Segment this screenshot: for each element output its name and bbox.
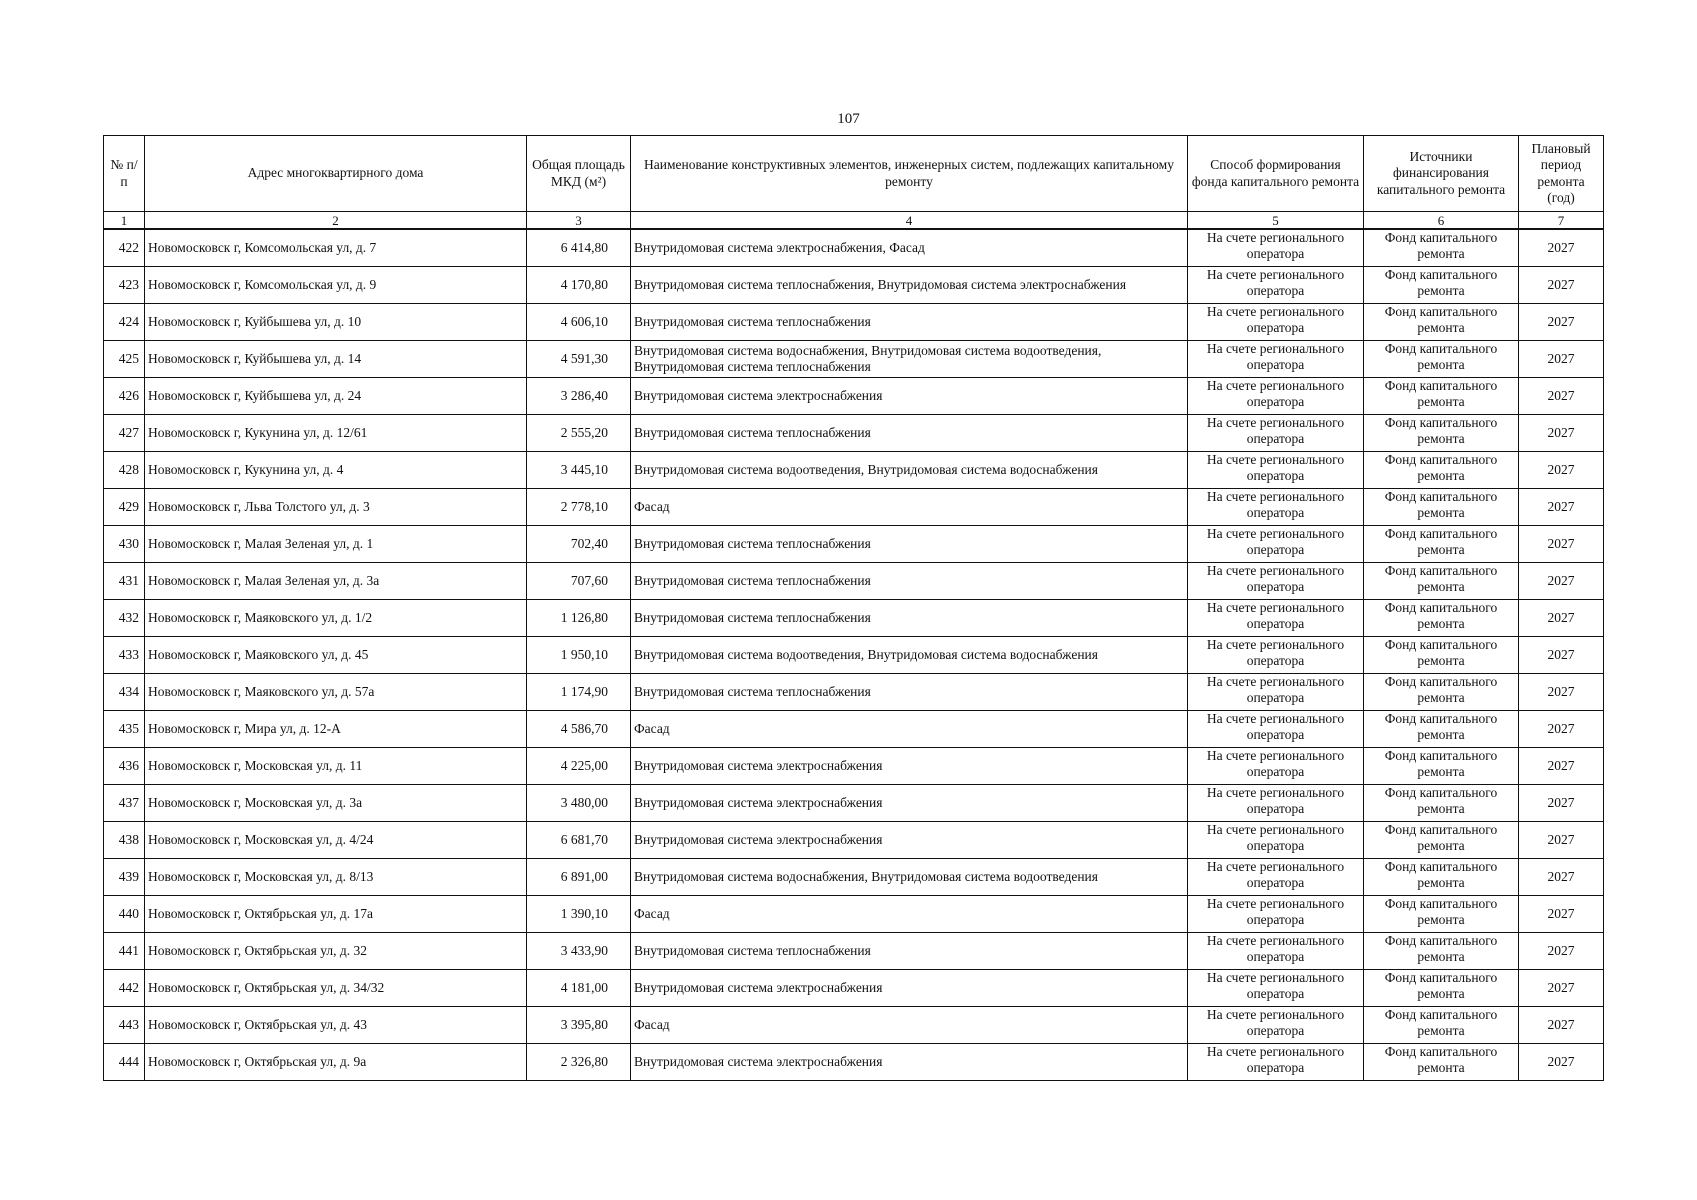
- planned-year: 2027: [1519, 711, 1604, 748]
- row-number: 437: [104, 785, 145, 822]
- planned-year: 2027: [1519, 674, 1604, 711]
- total-area: 702,40: [527, 526, 631, 563]
- table-row: [104, 896, 1604, 933]
- funding-source: Фонд капитального ремонта: [1364, 229, 1519, 267]
- funding-source: Фонд капитального ремонта: [1364, 378, 1519, 415]
- repair-register-table: [103, 135, 1604, 1081]
- table-body: [104, 229, 1604, 1081]
- house-address: Новомосковск г, Льва Толстого ул, д. 3: [145, 489, 527, 526]
- repair-elements: Внутридомовая система теплоснабжения: [631, 415, 1188, 452]
- table-row: [104, 563, 1604, 600]
- header-elements: Наименование конструктивных элементов, инженерных систем, подлежащих капитальному ремонту: [631, 136, 1188, 212]
- row-number: 434: [104, 674, 145, 711]
- house-address: Новомосковск г, Московская ул, д. 8/13: [145, 859, 527, 896]
- house-address: Новомосковск г, Октябрьская ул, д. 17а: [145, 896, 527, 933]
- funding-source: Фонд капитального ремонта: [1364, 822, 1519, 859]
- planned-year: 2027: [1519, 637, 1604, 674]
- total-area: 6 414,80: [527, 229, 631, 267]
- fund-formation-method: На счете регионального оператора: [1188, 785, 1364, 822]
- total-area: 1 390,10: [527, 896, 631, 933]
- total-area: 4 225,00: [527, 748, 631, 785]
- planned-year: 2027: [1519, 563, 1604, 600]
- repair-elements: Внутридомовая система водоснабжения, Внутридомовая система водоотведения: [631, 859, 1188, 896]
- repair-elements: Внутридомовая система электроснабжения: [631, 822, 1188, 859]
- fund-formation-method: На счете регионального оператора: [1188, 933, 1364, 970]
- table-row: [104, 600, 1604, 637]
- planned-year: 2027: [1519, 378, 1604, 415]
- funding-source: Фонд капитального ремонта: [1364, 563, 1519, 600]
- column-number: 4: [631, 212, 1188, 230]
- table-row: [104, 526, 1604, 563]
- house-address: Новомосковск г, Малая Зеленая ул, д. 1: [145, 526, 527, 563]
- header-num: № п/п: [104, 136, 145, 212]
- row-number: 423: [104, 267, 145, 304]
- table-row: [104, 1044, 1604, 1081]
- funding-source: Фонд капитального ремонта: [1364, 267, 1519, 304]
- row-number: 436: [104, 748, 145, 785]
- house-address: Новомосковск г, Октябрьская ул, д. 34/32: [145, 970, 527, 1007]
- column-number-row: [104, 212, 1604, 230]
- funding-source: Фонд капитального ремонта: [1364, 637, 1519, 674]
- row-number: 443: [104, 1007, 145, 1044]
- table-row: [104, 267, 1604, 304]
- fund-formation-method: На счете регионального оператора: [1188, 563, 1364, 600]
- repair-elements: Фасад: [631, 1007, 1188, 1044]
- house-address: Новомосковск г, Мира ул, д. 12-А: [145, 711, 527, 748]
- row-number: 424: [104, 304, 145, 341]
- row-number: 431: [104, 563, 145, 600]
- planned-year: 2027: [1519, 304, 1604, 341]
- house-address: Новомосковск г, Маяковского ул, д. 45: [145, 637, 527, 674]
- fund-formation-method: На счете регионального оператора: [1188, 229, 1364, 267]
- total-area: 3 286,40: [527, 378, 631, 415]
- fund-formation-method: На счете регионального оператора: [1188, 637, 1364, 674]
- planned-year: 2027: [1519, 341, 1604, 378]
- repair-elements: Внутридомовая система теплоснабжения: [631, 526, 1188, 563]
- total-area: 4 181,00: [527, 970, 631, 1007]
- funding-source: Фонд капитального ремонта: [1364, 304, 1519, 341]
- row-number: 432: [104, 600, 145, 637]
- total-area: 4 606,10: [527, 304, 631, 341]
- planned-year: 2027: [1519, 452, 1604, 489]
- table-row: [104, 933, 1604, 970]
- repair-elements: Внутридомовая система теплоснабжения: [631, 600, 1188, 637]
- house-address: Новомосковск г, Куйбышева ул, д. 10: [145, 304, 527, 341]
- fund-formation-method: На счете регионального оператора: [1188, 378, 1364, 415]
- total-area: 3 445,10: [527, 452, 631, 489]
- planned-year: 2027: [1519, 600, 1604, 637]
- repair-elements: Фасад: [631, 896, 1188, 933]
- total-area: 2 778,10: [527, 489, 631, 526]
- repair-elements: Внутридомовая система водоотведения, Внутридомовая система водоснабжения: [631, 637, 1188, 674]
- row-number: 429: [104, 489, 145, 526]
- repair-elements: Внутридомовая система теплоснабжения: [631, 563, 1188, 600]
- total-area: 3 433,90: [527, 933, 631, 970]
- funding-source: Фонд капитального ремонта: [1364, 970, 1519, 1007]
- row-number: 444: [104, 1044, 145, 1081]
- table-row: [104, 229, 1604, 267]
- repair-elements: Внутридомовая система теплоснабжения, Внутридомовая система электроснабжения: [631, 267, 1188, 304]
- planned-year: 2027: [1519, 933, 1604, 970]
- house-address: Новомосковск г, Кукунина ул, д. 12/61: [145, 415, 527, 452]
- house-address: Новомосковск г, Октябрьская ул, д. 9а: [145, 1044, 527, 1081]
- house-address: Новомосковск г, Комсомольская ул, д. 9: [145, 267, 527, 304]
- fund-formation-method: На счете регионального оператора: [1188, 304, 1364, 341]
- total-area: 2 326,80: [527, 1044, 631, 1081]
- repair-elements: Внутридомовая система электроснабжения: [631, 748, 1188, 785]
- table-row: [104, 489, 1604, 526]
- repair-elements: Фасад: [631, 711, 1188, 748]
- planned-year: 2027: [1519, 970, 1604, 1007]
- table-row: [104, 452, 1604, 489]
- fund-formation-method: На счете регионального оператора: [1188, 489, 1364, 526]
- total-area: 3 480,00: [527, 785, 631, 822]
- row-number: 440: [104, 896, 145, 933]
- total-area: 707,60: [527, 563, 631, 600]
- planned-year: 2027: [1519, 229, 1604, 267]
- planned-year: 2027: [1519, 748, 1604, 785]
- table-row: [104, 822, 1604, 859]
- funding-source: Фонд капитального ремонта: [1364, 859, 1519, 896]
- planned-year: 2027: [1519, 489, 1604, 526]
- row-number: 441: [104, 933, 145, 970]
- fund-formation-method: На счете регионального оператора: [1188, 1044, 1364, 1081]
- house-address: Новомосковск г, Октябрьская ул, д. 32: [145, 933, 527, 970]
- funding-source: Фонд капитального ремонта: [1364, 489, 1519, 526]
- repair-elements: Внутридомовая система теплоснабжения: [631, 674, 1188, 711]
- column-number: 5: [1188, 212, 1364, 230]
- header-period: Плановый период ремонта (год): [1519, 136, 1604, 212]
- table-row: [104, 341, 1604, 378]
- row-number: 430: [104, 526, 145, 563]
- header-address: Адрес многоквартирного дома: [145, 136, 527, 212]
- planned-year: 2027: [1519, 526, 1604, 563]
- total-area: 4 170,80: [527, 267, 631, 304]
- table-row: [104, 304, 1604, 341]
- total-area: 3 395,80: [527, 1007, 631, 1044]
- fund-formation-method: На счете регионального оператора: [1188, 1007, 1364, 1044]
- total-area: 6 891,00: [527, 859, 631, 896]
- house-address: Новомосковск г, Маяковского ул, д. 57а: [145, 674, 527, 711]
- fund-formation-method: На счете регионального оператора: [1188, 526, 1364, 563]
- funding-source: Фонд капитального ремонта: [1364, 600, 1519, 637]
- column-number: 6: [1364, 212, 1519, 230]
- house-address: Новомосковск г, Маяковского ул, д. 1/2: [145, 600, 527, 637]
- fund-formation-method: На счете регионального оператора: [1188, 748, 1364, 785]
- fund-formation-method: На счете регионального оператора: [1188, 896, 1364, 933]
- table-row: [104, 785, 1604, 822]
- row-number: 428: [104, 452, 145, 489]
- total-area: 1 126,80: [527, 600, 631, 637]
- planned-year: 2027: [1519, 267, 1604, 304]
- house-address: Новомосковск г, Московская ул, д. 11: [145, 748, 527, 785]
- house-address: Новомосковск г, Малая Зеленая ул, д. 3а: [145, 563, 527, 600]
- total-area: 1 950,10: [527, 637, 631, 674]
- planned-year: 2027: [1519, 415, 1604, 452]
- house-address: Новомосковск г, Куйбышева ул, д. 14: [145, 341, 527, 378]
- funding-source: Фонд капитального ремонта: [1364, 748, 1519, 785]
- funding-source: Фонд капитального ремонта: [1364, 415, 1519, 452]
- table-row: [104, 378, 1604, 415]
- funding-source: Фонд капитального ремонта: [1364, 785, 1519, 822]
- planned-year: 2027: [1519, 785, 1604, 822]
- table-row: [104, 1007, 1604, 1044]
- funding-source: Фонд капитального ремонта: [1364, 933, 1519, 970]
- planned-year: 2027: [1519, 896, 1604, 933]
- fund-formation-method: На счете регионального оператора: [1188, 970, 1364, 1007]
- table-row: [104, 711, 1604, 748]
- funding-source: Фонд капитального ремонта: [1364, 896, 1519, 933]
- row-number: 422: [104, 229, 145, 267]
- header-area: Общая площадь МКД (м²): [527, 136, 631, 212]
- repair-elements: Внутридомовая система теплоснабжения: [631, 304, 1188, 341]
- table-row: [104, 415, 1604, 452]
- table-row: [104, 748, 1604, 785]
- column-number: 7: [1519, 212, 1604, 230]
- repair-elements: Внутридомовая система электроснабжения: [631, 970, 1188, 1007]
- house-address: Новомосковск г, Московская ул, д. 4/24: [145, 822, 527, 859]
- house-address: Новомосковск г, Комсомольская ул, д. 7: [145, 229, 527, 267]
- fund-formation-method: На счете регионального оператора: [1188, 452, 1364, 489]
- house-address: Новомосковск г, Московская ул, д. 3а: [145, 785, 527, 822]
- row-number: 439: [104, 859, 145, 896]
- fund-formation-method: На счете регионального оператора: [1188, 415, 1364, 452]
- header-row: [104, 136, 1604, 212]
- repair-elements: Внутридомовая система электроснабжения, Фасад: [631, 229, 1188, 267]
- repair-elements: Внутридомовая система электроснабжения: [631, 378, 1188, 415]
- planned-year: 2027: [1519, 1007, 1604, 1044]
- repair-elements: Внутридомовая система теплоснабжения: [631, 933, 1188, 970]
- funding-source: Фонд капитального ремонта: [1364, 1007, 1519, 1044]
- fund-formation-method: На счете регионального оператора: [1188, 600, 1364, 637]
- row-number: 425: [104, 341, 145, 378]
- fund-formation-method: На счете регионального оператора: [1188, 711, 1364, 748]
- row-number: 426: [104, 378, 145, 415]
- column-number: 1: [104, 212, 145, 230]
- repair-elements: Внутридомовая система водоснабжения, Внутридомовая система водоотведения, Внутридомовая система теплоснабжения: [631, 341, 1188, 378]
- funding-source: Фонд капитального ремонта: [1364, 452, 1519, 489]
- funding-source: Фонд капитального ремонта: [1364, 526, 1519, 563]
- total-area: 4 591,30: [527, 341, 631, 378]
- row-number: 433: [104, 637, 145, 674]
- planned-year: 2027: [1519, 859, 1604, 896]
- fund-formation-method: На счете регионального оператора: [1188, 859, 1364, 896]
- row-number: 427: [104, 415, 145, 452]
- column-number: 3: [527, 212, 631, 230]
- repair-elements: Фасад: [631, 489, 1188, 526]
- house-address: Новомосковск г, Кукунина ул, д. 4: [145, 452, 527, 489]
- repair-elements: Внутридомовая система водоотведения, Внутридомовая система водоснабжения: [631, 452, 1188, 489]
- house-address: Новомосковск г, Октябрьская ул, д. 43: [145, 1007, 527, 1044]
- table-row: [104, 674, 1604, 711]
- row-number: 438: [104, 822, 145, 859]
- repair-elements: Внутридомовая система электроснабжения: [631, 1044, 1188, 1081]
- funding-source: Фонд капитального ремонта: [1364, 674, 1519, 711]
- fund-formation-method: На счете регионального оператора: [1188, 674, 1364, 711]
- page-number: 107: [837, 111, 860, 127]
- funding-source: Фонд капитального ремонта: [1364, 1044, 1519, 1081]
- planned-year: 2027: [1519, 1044, 1604, 1081]
- total-area: 2 555,20: [527, 415, 631, 452]
- fund-formation-method: На счете регионального оператора: [1188, 267, 1364, 304]
- planned-year: 2027: [1519, 822, 1604, 859]
- table-row: [104, 637, 1604, 674]
- house-address: Новомосковск г, Куйбышева ул, д. 24: [145, 378, 527, 415]
- total-area: 6 681,70: [527, 822, 631, 859]
- column-number: 2: [145, 212, 527, 230]
- table-row: [104, 859, 1604, 896]
- table-row: [104, 970, 1604, 1007]
- funding-source: Фонд капитального ремонта: [1364, 711, 1519, 748]
- header-method: Способ формирования фонда капитального ремонта: [1188, 136, 1364, 212]
- repair-elements: Внутридомовая система электроснабжения: [631, 785, 1188, 822]
- header-source: Источники финансирования капитального ремонта: [1364, 136, 1519, 212]
- funding-source: Фонд капитального ремонта: [1364, 341, 1519, 378]
- row-number: 442: [104, 970, 145, 1007]
- total-area: 1 174,90: [527, 674, 631, 711]
- fund-formation-method: На счете регионального оператора: [1188, 341, 1364, 378]
- row-number: 435: [104, 711, 145, 748]
- total-area: 4 586,70: [527, 711, 631, 748]
- fund-formation-method: На счете регионального оператора: [1188, 822, 1364, 859]
